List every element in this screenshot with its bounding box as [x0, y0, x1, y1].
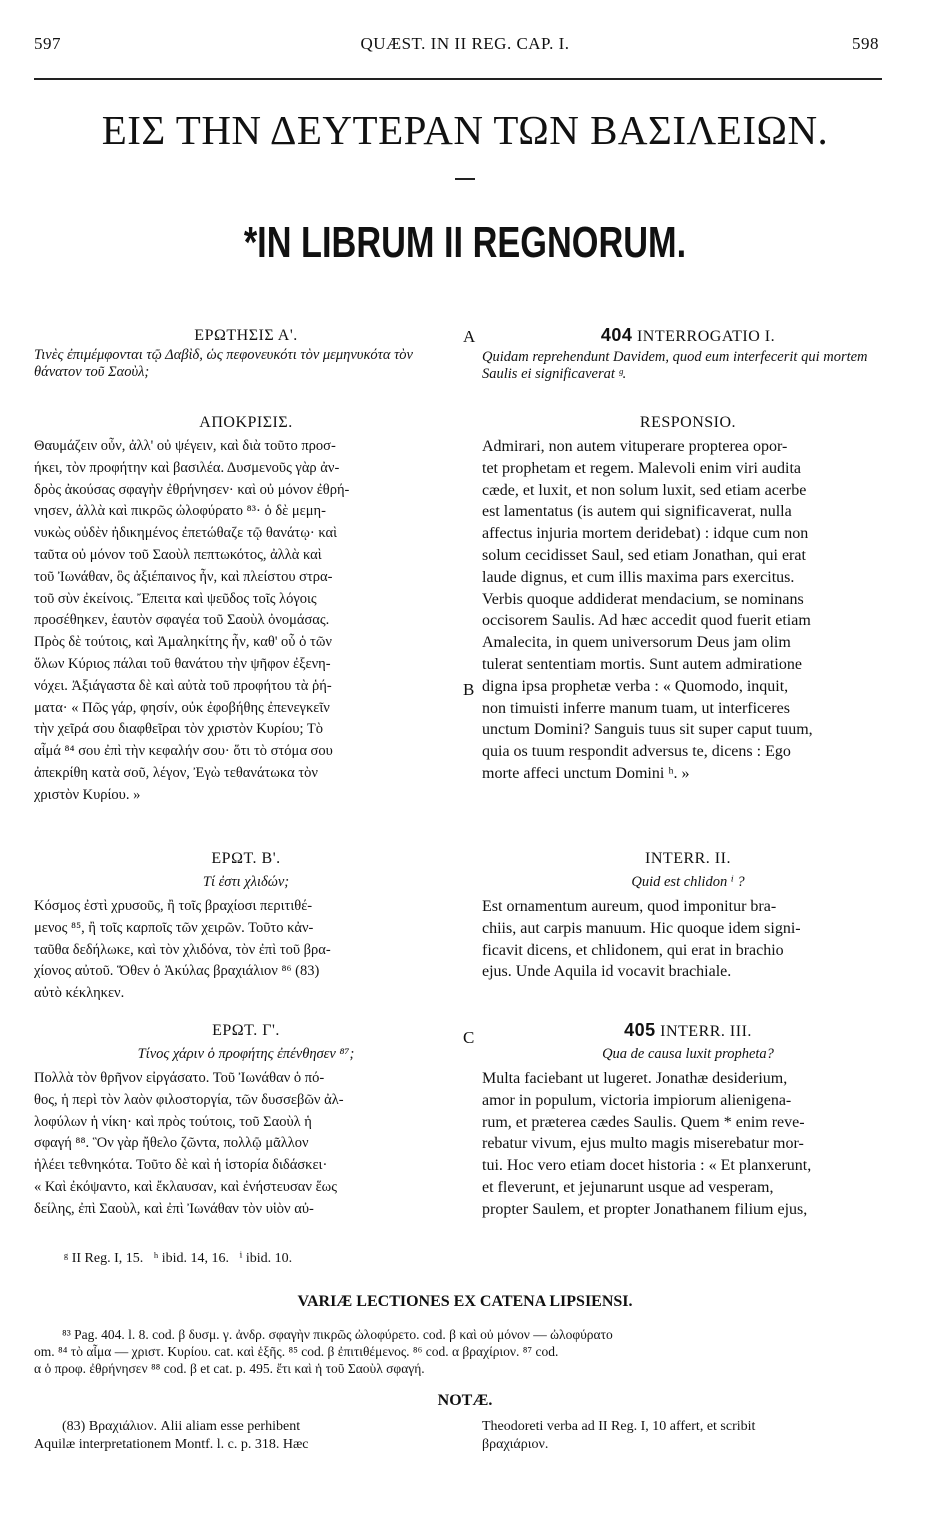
q1-latin-heading-row: [482, 325, 894, 346]
text-line: ήκει, τὸν προφήτην καὶ βασιλέα. Δυσμενοῦς γὰρ ἀν-: [34, 459, 340, 476]
running-title: QUÆST. IN II REG. CAP. I.: [360, 34, 570, 53]
q2-latin-heading: INTERR. II.: [645, 850, 731, 867]
text-line: Admirari, non autem vituperare propterea opor-: [482, 438, 788, 455]
text-line: αὐτὸ κέκληκεν.: [34, 985, 125, 1002]
text-line: rum, et præterea cædes Saulis. Quem * enim reve-: [482, 1113, 805, 1131]
text-line: propter Saulem, et propter Jonathanem filium ejus,: [482, 1200, 808, 1218]
q2-latin-answer: [482, 896, 894, 983]
text-line: chiis, aut carpis manuum. Hic quoque idem signi-: [482, 919, 801, 937]
text-line: Κόσμος ἐστὶ χρυσοῦς, ἢ τοῖς βραχίοσι περιτιθέ-: [34, 898, 313, 914]
text-line: ὅλων Κύριος πάλαι τοῦ θανάτου τὴν ψῆφον ἐξενη-: [34, 655, 331, 672]
text-line: χίονος αὐτοῦ. Ὅθεν ὁ Ἀκύλας βραχιάλιον ⁸⁶ (83): [34, 963, 320, 980]
text-line: tet prophetam et regem. Malevoli enim viri audita: [482, 459, 802, 477]
margin-letter-b: B: [463, 680, 475, 699]
q1-latin-answer: [482, 436, 894, 785]
q1-greek-answer-heading: ΑΠΟΚΡΙΣΙΣ.: [199, 414, 293, 431]
q3-greek-heading: ΕΡΩΤ. Γ'.: [212, 1022, 280, 1039]
variae-heading: VARIÆ LECTIONES EX CATENA LIPSIENSI.: [297, 1293, 633, 1310]
text-line: νησεν, ἀλλὰ καὶ πικρῶς ὠλοφύρατο ⁸³· ὁ δὲ μεμη-: [34, 503, 326, 520]
text-line: rebatur vivum, ejus multo magis miserebatur mor-: [482, 1135, 804, 1153]
text-line: μενος ⁸⁵, ἢ τοῖς καρποῖς τῶν χειρῶν. Τοῦτο κἀν-: [34, 919, 314, 936]
margin-letter-a: A: [463, 327, 476, 346]
q2-greek-answer: [34, 896, 458, 1005]
text-line: τοῦ Ἰωνάθαν, ὃς ἀξιέπαινος ἦν, καὶ πλείστου στρα-: [34, 568, 333, 585]
text-line: Πολλὰ τὸν θρῆνον εἰργάσατο. Τοῦ Ἰωνάθαν ὁ πό-: [34, 1070, 325, 1086]
column-number-405: 405: [624, 1020, 656, 1040]
text-line: non timuisti inferre manum tuam, ut interficeres: [482, 699, 790, 717]
text-line: λοφύλων ἡ νίκη· καὶ πρὸς τούτοις, τοῦ Σαοὺλ ἡ: [34, 1113, 312, 1130]
text-line: Verbis quoque addiderat mendacium, se nominans: [482, 590, 804, 608]
note-line: Aquilæ interpretationem Montf. l. c. p. 318. Hæc: [34, 1437, 309, 1452]
column-number-404: 404: [600, 325, 633, 345]
text-line: ματα· « Πῶς γάρ, φησίν, οὐκ ἐφοβήθης ἐπενεγκεῖν: [34, 699, 330, 716]
text-line: δρὸς ἀκούσας σφαγὴν ἐθρήνησεν· καὶ οὐ μόνον ἐθρή-: [34, 481, 350, 498]
text-line: est lamentatus (is autem qui significaverat, nulla: [482, 503, 792, 521]
note-line: (83) Βραχιάλιον. Alii aliam esse perhibent: [62, 1419, 301, 1434]
margin-letter-c: C: [463, 1028, 475, 1047]
text-line: ἠλέει τεθνηκότα. Τοῦτο δὲ καὶ ἡ ἱστορία διδάσκει·: [34, 1157, 328, 1174]
title-separator: [455, 178, 475, 180]
variae-lines: [34, 1326, 894, 1377]
text-line: digna ipsa prophetæ verba : « Quomodo, inquit,: [482, 677, 789, 695]
q2-latin-question: Quid est chlidon ⁱ ?: [631, 874, 745, 890]
text-line: ejus. Unde Aquila id vocavit brachiale.: [482, 963, 732, 981]
q3-greek-question: Τίνος χάριν ὁ προφήτης ἐπένθησεν ⁸⁷;: [137, 1046, 355, 1062]
text-line: et fleverunt, et jejunarunt usque ad vesperam,: [482, 1178, 774, 1196]
q3-greek-answer: [34, 1068, 458, 1221]
text-line: ficavit dicens, et chlidonem, qui erat in brachio: [482, 941, 784, 959]
q2-greek-heading: ΕΡΩΤ. Β'.: [211, 850, 281, 867]
text-line: laude dignus, et cum illis maxima pars exercitus.: [482, 568, 795, 586]
text-line: unctum Domini? Sanguis tuus sit super caput tuum,: [482, 721, 813, 739]
text-line: τὴν χεῖρά σου διαφθεῖραι τὸν χριστὸν Κυρίου; Τὸ: [34, 721, 323, 738]
q1-latin-answer-heading: RESPONSIO.: [639, 414, 737, 431]
q2-greek-question: Τί ἐστι χλιδών;: [202, 874, 290, 890]
q3-latin-question: Qua de causa luxit propheta?: [602, 1046, 774, 1062]
text-line: amor in populum, victoria impiorum alienigena-: [482, 1091, 792, 1109]
variae-line: α ὁ προφ. ἐθρήνησεν ⁸⁸ cod. β et cat. p. 495. ἔτι καὶ ἡ τοῦ Σαοὺλ σφαγή.: [34, 1361, 425, 1376]
text-line: Amalecita, in quem universorum Deus jam olim: [482, 634, 791, 652]
text-line: θος, ἡ περὶ τὸν λαὸν φιλοστοργία, τῶν δυσσεβῶν ἀλ-: [34, 1091, 344, 1108]
q1-greek-heading: ΕΡΩΤΗΣΙΣ Α'.: [194, 327, 298, 344]
text-line: « Καὶ ἐκόψαντο, καὶ ἔκλαυσαν, καὶ ἐνήστευσαν ἕως: [34, 1178, 337, 1195]
note-line: βραχιάριον.: [482, 1437, 549, 1452]
q3-latin-answer: [482, 1068, 894, 1221]
text-line: τοῦ σὺν ἐκείνοις. Ἔπειτα καὶ ψεῦδος τοῖς λόγοις: [34, 590, 317, 607]
header-rule: [34, 78, 882, 80]
text-line: affectus injuria mortem deridebat) : idque cum non: [482, 525, 809, 543]
text-line: νόχει. Ἀξιάγαστα δὲ καὶ αὐτὰ τοῦ προφήτου τὰ ῥή-: [34, 677, 332, 694]
text-line: ταῦθα δεδήλωκε, καὶ τὸν χλιδόνα, τὸν ἐπὶ τοῦ βρα-: [34, 941, 331, 958]
note-line: Theodoreti verba ad II Reg. I, 10 affert, et scribit: [482, 1419, 756, 1434]
notae-right: [482, 1418, 894, 1454]
notae-left: [34, 1418, 458, 1454]
text-line: quia os tuum respondit adversus te, dicens : Ego: [482, 743, 791, 761]
variae-line: om. ⁸⁴ τὸ αἷμα — χριστ. Κυρίου. cat. καὶ ἑξῆς. ⁸⁵ cod. β ἐπιτιθέμενος. ⁸⁶ cod. α βραχίριον. ⁸⁷ cod.: [34, 1344, 559, 1359]
text-line: σφαγή ⁸⁸. Ὃν γὰρ ἤθελο ζῶντα, πολλῷ μᾶλλον: [34, 1135, 309, 1152]
text-line: solum cecidisset Saul, sed etiam Jonathan, qui erat: [482, 546, 806, 564]
q1-latin-question: Quidam reprehendunt Davidem, quod eum interfecerit qui mortem Saulis ei significaverat ᵍ.: [482, 349, 868, 382]
text-line: νυκὼς οὐδὲν ἠδικημένος ἐπετώθαζε τῷ θανάτῳ· καὶ: [34, 525, 338, 542]
text-line: Est ornamentum aureum, quod imponitur bra-: [482, 898, 777, 915]
text-line: Θαυμάζειν οὖν, ἀλλ' οὐ ψέγειν, καὶ διὰ τοῦτο προσ-: [34, 438, 336, 454]
text-line: Multa faciebant ut lugeret. Jonathæ desiderium,: [482, 1070, 788, 1087]
text-line: Πρὸς δὲ τούτοις, καὶ Ἀμαληκίτης ἦν, καθ' οὗ ὁ τῶν: [34, 634, 332, 651]
notae-heading: NOTÆ.: [437, 1392, 493, 1409]
text-line: cæde, et luxit, et non solum luxit, sed etiam acerbe: [482, 481, 807, 499]
q3-latin-heading-row: [482, 1020, 894, 1041]
q1-greek-answer: [34, 436, 458, 807]
text-line: προσέθηκεν, ἑαυτὸν σφαγέα τοῦ Σαοὺλ ὀνομάσας.: [34, 612, 330, 629]
text-line: morte affeci unctum Domini ʰ. »: [482, 764, 690, 782]
text-line: occisorem Saulis. Ad hæc accedit quod fuerit etiam: [482, 612, 811, 630]
text-line: tui. Hoc vero etiam docet historia : « Et planxerunt,: [482, 1157, 812, 1175]
page-number-right: 598: [852, 34, 879, 53]
text-line: ἀπεκρίθη κατὰ σοῦ, λέγον, Ἐγὼ τεθανάτωκα τὸν: [34, 764, 318, 781]
text-line: δείλης, ἐπὶ Σαοὺλ, καὶ ἐπὶ Ἰωνάθαν τὸν υἱὸν αὐ-: [34, 1200, 314, 1217]
variae-line: ⁸³ Pag. 404. l. 8. cod. β δυσμ. γ. ἀνδρ. σφαγὴν πικρῶς ὠλοφύρετο. cod. β καὶ οὐ μόνον — ὠλοφύρατο: [62, 1327, 613, 1342]
q1-greek-question: Τινὲς ἐπιμέμφονται τῷ Δαβὶδ, ὡς πεφονευκότι τὸν μεμηνυκότα τὸν θάνατον τοῦ Σαοὺλ;: [34, 347, 413, 380]
text-line: χριστὸν Κυρίου. »: [34, 786, 141, 803]
q3-latin-heading: INTERR. III.: [660, 1023, 752, 1040]
page-number-left: 597: [34, 34, 61, 53]
q1-latin-heading: INTERROGATIO I.: [636, 328, 776, 345]
greek-title: ΕΙΣ ΤΗΝ ΔΕΥΤΕΡΑΝ ΤΩΝ ΒΑΣΙΛΕΙΩΝ.: [101, 107, 829, 153]
text-line: αἷμά ⁸⁴ σου ἐπὶ τὴν κεφαλήν σου· ὅτι τὸ στόμα σου: [34, 743, 333, 760]
text-line: ταῦτα οὐ μόνον τοῦ Σαοὺλ πεπτωκότος, ἀλλὰ καὶ: [34, 546, 322, 563]
latin-title: *IN LIBRUM II REGNORUM.: [243, 218, 687, 267]
scripture-footnotes: ᵍ II Reg. I, 15. ʰ ibid. 14, 16. ⁱ ibid. 10.: [64, 1251, 293, 1266]
text-line: tulerat sententiam mortis. Sunt autem admiratione: [482, 655, 802, 673]
